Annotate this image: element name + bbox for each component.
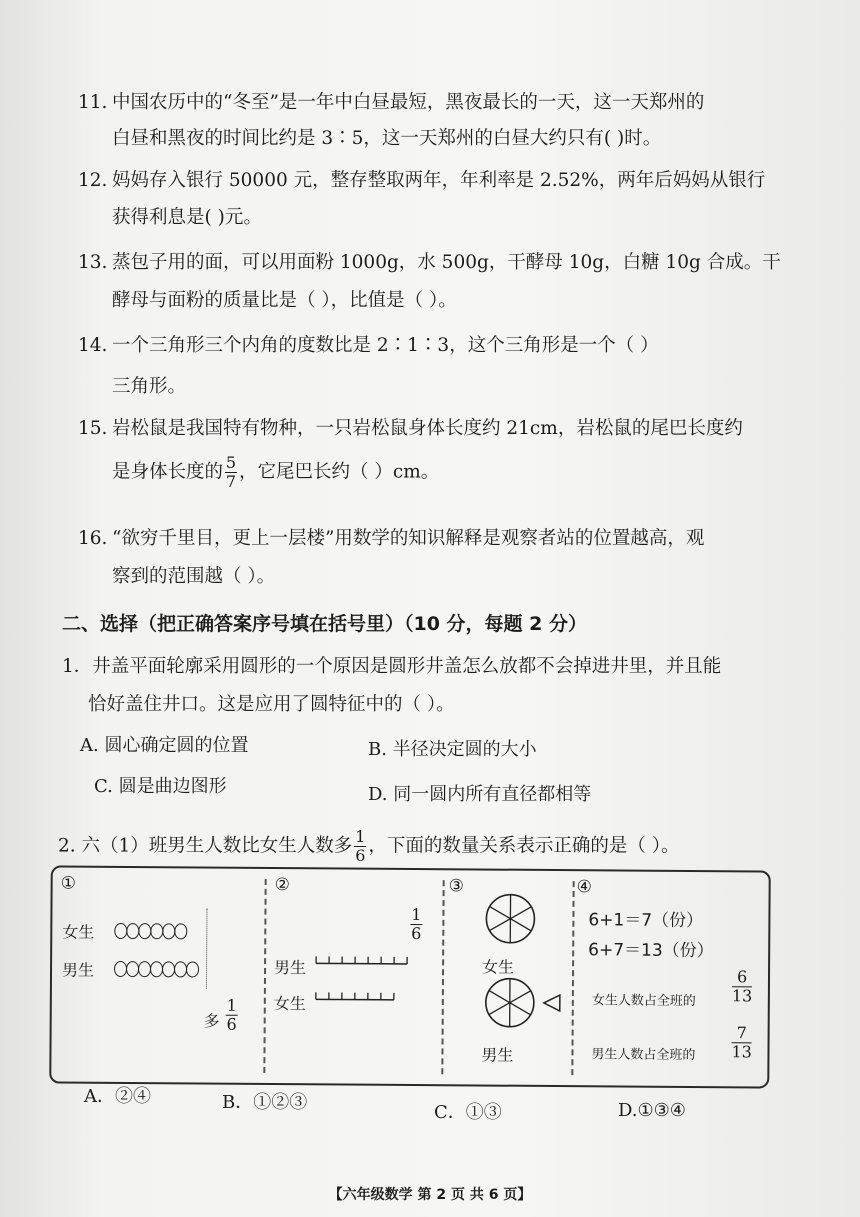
boys-circle	[486, 979, 534, 1027]
question-text: 中国农历中的“冬至”是一年中白昼最短，黑夜最长的一天，这一天郑州的	[112, 92, 705, 113]
boys-segment	[316, 956, 407, 964]
girls-share-fraction	[732, 968, 753, 1005]
question-number: 14.	[78, 335, 108, 356]
question-text: 2. 六（1）班男生人数比女生人数多	[58, 835, 353, 857]
sector-line	[510, 919, 531, 931]
question-text: ，它尾巴长约（ ）cm。	[239, 461, 440, 483]
girls-label: 女生	[62, 922, 95, 942]
extra-sector-icon	[544, 995, 560, 1011]
question-text: “欲穷千里目，更上一层楼”用数学的知识解释是观察者站的位置越高，观	[112, 528, 705, 549]
fraction-denominator: 6	[355, 846, 366, 865]
question-12-line1	[78, 166, 765, 192]
sector-line	[490, 907, 511, 919]
boys-label: 男生	[61, 960, 95, 980]
boys-share-text	[591, 1043, 695, 1063]
ring-mark	[186, 961, 199, 977]
choice-1-option-a: A. 圆心确定圆的位置	[80, 735, 249, 756]
fraction	[225, 454, 237, 491]
segment-diagram	[314, 949, 424, 1020]
choice-2-option-c: C．①③	[434, 1102, 502, 1123]
panel-1-number: ①	[60, 873, 76, 894]
fraction-denominator: 13	[731, 986, 753, 1006]
compare-guide-line	[206, 909, 208, 989]
boys-label: 男生	[273, 958, 307, 978]
sector-line	[489, 1003, 510, 1015]
girls-ring-row	[114, 923, 186, 940]
girls-share-label: 女生人数占全班的	[591, 993, 696, 1009]
boys-label: 男生	[481, 1045, 514, 1065]
sector-line	[489, 991, 510, 1003]
choice-2-option-a: A．②④	[84, 1086, 151, 1107]
choice-2-option-b: B．①②③	[222, 1092, 308, 1113]
choice-1-option-b: B. 半径决定圆的大小	[368, 739, 537, 760]
question-text: 是身体长度的	[112, 461, 224, 483]
fraction-numerator: 1	[411, 905, 422, 925]
equation-1: 6+1＝7（份）	[588, 910, 704, 932]
panel-2-number: ②	[274, 875, 290, 896]
boys-share-label: 男生人数占全班的	[591, 1047, 696, 1063]
panel-3-number: ③	[448, 876, 464, 897]
girls-share-text	[592, 989, 696, 1009]
girls-circle	[486, 895, 534, 943]
question-text: 蒸包子用的面，可以用面粉 1000g，水 500g，干酵母 10g，白糖 10g 合成。干	[112, 252, 781, 273]
choice-1-option-c: C. 圆是曲边图形	[94, 776, 227, 797]
panel-2-fraction	[410, 906, 422, 943]
sector-line	[510, 907, 531, 919]
diagram-box	[49, 865, 771, 1088]
fraction-numerator: 6	[737, 967, 748, 987]
choice-1-option-d: D. 同一圆内所有直径都相等	[368, 784, 592, 805]
more-label: 多	[203, 1011, 220, 1031]
question-number: 16.	[78, 528, 108, 549]
panel-divider	[571, 881, 574, 1075]
question-12-line2: 获得利息是( )元。	[112, 207, 262, 228]
pie-diagram	[471, 892, 572, 1063]
question-text: 妈妈存入银行 50000 元，整存整取两年，年利率是 2.52%，两年后妈妈从银行	[112, 170, 766, 191]
question-14-line2: 三角形。	[112, 376, 187, 397]
question-16-line1	[78, 524, 704, 550]
panel-1-fraction	[226, 997, 238, 1034]
panel-divider	[263, 879, 266, 1073]
girls-label: 女生	[273, 994, 306, 1014]
choice-2-option-d: D.①③④	[618, 1100, 686, 1121]
girls-segment	[316, 992, 394, 1000]
fraction-numerator: 1	[355, 827, 366, 846]
sector-line	[490, 919, 511, 931]
panel-4-number: ④	[576, 877, 592, 898]
question-11-line2: 白昼和黑夜的时间比约是 3∶5，这一天郑州的白昼大约只有( )时。	[112, 128, 662, 149]
boys-share-fraction	[731, 1024, 752, 1061]
question-number: 15.	[78, 418, 108, 439]
choice-1-line2: 恰好盖住井口。这是应用了圆特征中的（ ）。	[88, 694, 455, 715]
girls-label: 女生	[482, 957, 515, 977]
fraction	[354, 828, 366, 865]
fraction-denominator: 6	[226, 1014, 237, 1034]
question-text: 岩松鼠是我国特有物种，一只岩松鼠身体长度约 21cm，岩松鼠的尾巴长度约	[112, 418, 743, 439]
question-13-line2: 酵母与面粉的质量比是（ ），比值是（ ）。	[112, 290, 457, 311]
question-11-line1	[78, 88, 704, 114]
page-footer: 【六年级数学 第 2 页 共 6 页】	[328, 1187, 532, 1203]
question-text: 一个三角形三个内角的度数比是 2∶1∶3，这个三角形是一个（ ）	[112, 335, 659, 356]
question-16-line2: 察到的范围越（ ）。	[112, 566, 276, 587]
fraction-denominator: 7	[225, 472, 237, 491]
question-text: ，下面的数量关系表示正确的是（ ）。	[368, 835, 680, 857]
panel-divider	[441, 880, 444, 1074]
question-15-line1	[78, 414, 743, 440]
question-number: 13.	[78, 252, 108, 273]
question-14-line1	[78, 331, 659, 357]
fraction-numerator: 1	[226, 995, 237, 1015]
fraction-numerator: 5	[225, 453, 237, 472]
equation-2: 6+7＝13（份）	[588, 940, 714, 962]
section-title: 二、选择（把正确答案序号填在括号里）（10 分，每题 2 分）	[62, 613, 588, 635]
question-15-line2	[112, 454, 439, 491]
question-13-line1	[78, 248, 781, 274]
fraction-denominator: 6	[411, 924, 422, 944]
ring-mark	[174, 923, 187, 939]
question-number: 12.	[78, 170, 108, 191]
fraction-denominator: 13	[731, 1042, 752, 1062]
sector-line	[510, 991, 531, 1003]
choice-2-stem	[58, 828, 679, 865]
fraction-numerator: 7	[736, 1023, 747, 1043]
choice-1-line1: 1．井盖平面轮廓采用圆形的一个原因是圆形井盖怎么放都不会掉进井里，并且能	[62, 656, 722, 677]
sector-line	[510, 1003, 531, 1015]
question-number: 11.	[78, 92, 108, 113]
boys-ring-row	[114, 961, 198, 978]
